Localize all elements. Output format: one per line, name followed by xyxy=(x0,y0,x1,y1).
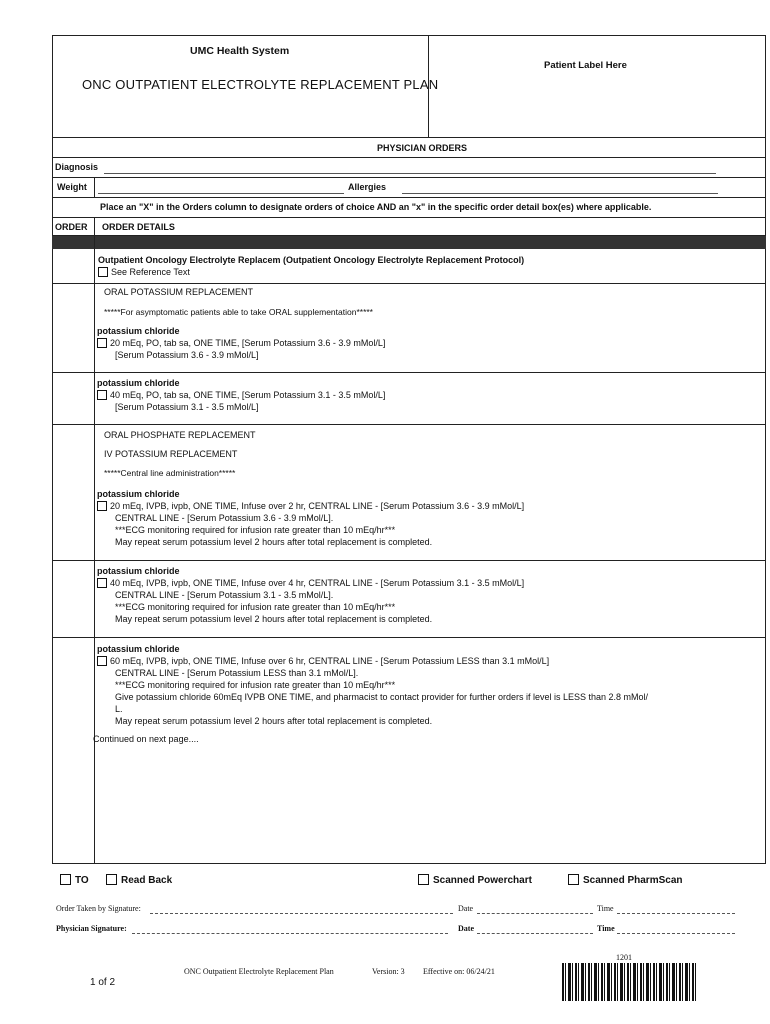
order-column-header: ORDER xyxy=(55,222,88,232)
oral-potassium-note: *****For asymptomatic patients able to take ORAL supplementation***** xyxy=(104,307,373,317)
order-detail: L. xyxy=(115,704,123,714)
frame-top xyxy=(52,35,766,36)
plan-title: ONC OUTPATIENT ELECTROLYTE REPLACEMENT PLAN xyxy=(82,77,439,92)
order-detail: [Serum Potassium 3.6 - 3.9 mMol/L] xyxy=(115,350,259,360)
scanned-powerchart-option[interactable] xyxy=(418,874,532,886)
diagnosis-label: Diagnosis xyxy=(55,162,99,172)
order-option-1 xyxy=(97,325,385,361)
see-reference-checkbox[interactable] xyxy=(98,267,108,277)
order-3-checkbox[interactable] xyxy=(97,501,107,511)
order-1-checkbox[interactable] xyxy=(97,338,107,348)
frame-bottom xyxy=(52,863,766,864)
order-option-3 xyxy=(97,488,524,548)
physician-date-label: Date xyxy=(458,924,474,933)
weight-label: Weight xyxy=(57,182,87,192)
physician-signature-label: Physician Signature: xyxy=(56,924,127,933)
iv-potassium-note: *****Central line administration***** xyxy=(104,468,236,478)
order-detail: Give potassium chloride 60mEq IVPB ONE TIME, and pharmacist to contact provider for further orders if level is LESS than 2.8 mMol/ xyxy=(115,692,649,702)
order-detail: CENTRAL LINE - [Serum Potassium LESS than 3.1 mMol/L]. xyxy=(115,668,359,678)
order-detail: 60 mEq, IVPB, ivpb, ONE TIME, Infuse over 6 hr, CENTRAL LINE - [Serum Potassium LESS than 3.1 mMol/L] xyxy=(110,656,550,666)
barcode-image xyxy=(562,963,696,1001)
order-detail: May repeat serum potassium level 2 hours after total replacement is completed. xyxy=(115,716,433,726)
scanned-pharmscan-checkbox[interactable] xyxy=(568,874,579,885)
order-detail: May repeat serum potassium level 2 hours after total replacement is completed. xyxy=(115,537,433,547)
order-column-divider xyxy=(94,217,95,863)
iv-potassium-heading: IV POTASSIUM REPLACEMENT xyxy=(104,449,238,459)
order-detail: ***ECG monitoring required for infusion rate greater than 10 mEq/hr*** xyxy=(115,602,396,612)
page-number: 1 of 2 xyxy=(90,977,116,988)
see-reference-option[interactable] xyxy=(98,267,190,277)
physician-orders-heading: PHYSICIAN ORDERS xyxy=(377,143,468,153)
scanned-powerchart-checkbox[interactable] xyxy=(418,874,429,885)
see-reference-text: See Reference Text xyxy=(111,267,190,277)
weight-field[interactable] xyxy=(98,193,344,194)
barcode-number: 1201 xyxy=(616,953,632,962)
diagnosis-field[interactable] xyxy=(104,173,716,174)
frame-left xyxy=(52,35,53,863)
frame-right xyxy=(765,35,766,863)
patient-label-area: Patient Label Here xyxy=(544,60,627,71)
scanned-powerchart-label: Scanned Powerchart xyxy=(433,875,532,886)
read-back-checkbox[interactable] xyxy=(106,874,117,885)
order-5-checkbox[interactable] xyxy=(97,656,107,666)
drug-name: potassium chloride xyxy=(97,378,180,388)
order-details-column-header: ORDER DETAILS xyxy=(102,222,175,232)
order-taken-time-field[interactable] xyxy=(617,913,735,914)
continued-note: Continued on next page.... xyxy=(93,734,199,744)
order-detail: [Serum Potassium 3.1 - 3.5 mMol/L] xyxy=(115,402,259,412)
order-detail: ***ECG monitoring required for infusion rate greater than 10 mEq/hr*** xyxy=(115,680,396,690)
order-detail: 20 mEq, PO, tab sa, ONE TIME, [Serum Potassium 3.6 - 3.9 mMol/L] xyxy=(110,338,386,348)
scanned-pharmscan-label: Scanned PharmScan xyxy=(583,875,683,886)
oral-phosphate-heading: ORAL PHOSPHATE REPLACEMENT xyxy=(104,430,256,440)
order-taken-date-field[interactable] xyxy=(477,913,593,914)
order-option-2 xyxy=(97,377,385,413)
order-2-checkbox[interactable] xyxy=(97,390,107,400)
order-taken-label: Order Taken by Signature: xyxy=(56,904,141,913)
order-taken-time-label: Time xyxy=(597,904,614,913)
physician-date-field[interactable] xyxy=(477,933,593,934)
header-bottom-line xyxy=(52,137,766,138)
order-detail: CENTRAL LINE - [Serum Potassium 3.6 - 3.9 mMol/L]. xyxy=(115,513,334,523)
drug-name: potassium chloride xyxy=(97,489,180,499)
drug-name: potassium chloride xyxy=(97,644,180,654)
order-taken-signature-field[interactable] xyxy=(150,913,453,914)
order-option-5 xyxy=(97,643,648,727)
scanned-pharmscan-option[interactable] xyxy=(568,874,682,886)
physician-time-field[interactable] xyxy=(617,933,735,934)
to-checkbox[interactable] xyxy=(60,874,71,885)
health-system-name: UMC Health System xyxy=(190,45,290,57)
order-detail: 40 mEq, PO, tab sa, ONE TIME, [Serum Potassium 3.1 - 3.5 mMol/L] xyxy=(110,390,386,400)
oral-potassium-heading: ORAL POTASSIUM REPLACEMENT xyxy=(104,287,254,297)
order-detail: 20 mEq, IVPB, ivpb, ONE TIME, Infuse over 2 hr, CENTRAL LINE - [Serum Potassium 3.6 - 3.9 mMol/L] xyxy=(110,501,525,511)
order-taken-date-label: Date xyxy=(458,904,474,913)
order-detail: 40 mEq, IVPB, ivpb, ONE TIME, Infuse over 4 hr, CENTRAL LINE - [Serum Potassium 3.1 - 3.5 mMol/L] xyxy=(110,578,525,588)
order-4-checkbox[interactable] xyxy=(97,578,107,588)
read-back-label: Read Back xyxy=(121,875,173,886)
order-detail: ***ECG monitoring required for infusion rate greater than 10 mEq/hr*** xyxy=(115,525,396,535)
allergies-field[interactable] xyxy=(402,193,718,194)
effective-date: Effective on: 06/24/21 xyxy=(423,967,495,976)
document-name: ONC Outpatient Electrolyte Replacement Plan xyxy=(184,967,334,976)
drug-name: potassium chloride xyxy=(97,326,180,336)
header-divider xyxy=(428,35,429,137)
section-band xyxy=(52,236,766,249)
physician-time-label: Time xyxy=(597,924,615,933)
order-detail: CENTRAL LINE - [Serum Potassium 3.1 - 3.5 mMol/L]. xyxy=(115,590,334,600)
document-version: Version: 3 xyxy=(372,967,405,976)
drug-name: potassium chloride xyxy=(97,566,180,576)
read-back-option[interactable] xyxy=(106,874,172,886)
plan-protocol-title: Outpatient Oncology Electrolyte Replacem (Outpatient Oncology Electrolyte Replacement Protocol) xyxy=(98,255,525,265)
order-detail: May repeat serum potassium level 2 hours after total replacement is completed. xyxy=(115,614,433,624)
instructions-text: Place an "X" in the Orders column to designate orders of choice AND an "x" in the specific order detail box(es) where applicable. xyxy=(100,202,652,212)
to-label: TO xyxy=(75,875,89,886)
order-option-4 xyxy=(97,565,524,625)
allergies-label: Allergies xyxy=(348,182,387,192)
to-option[interactable] xyxy=(60,874,89,886)
physician-signature-field[interactable] xyxy=(132,933,448,934)
